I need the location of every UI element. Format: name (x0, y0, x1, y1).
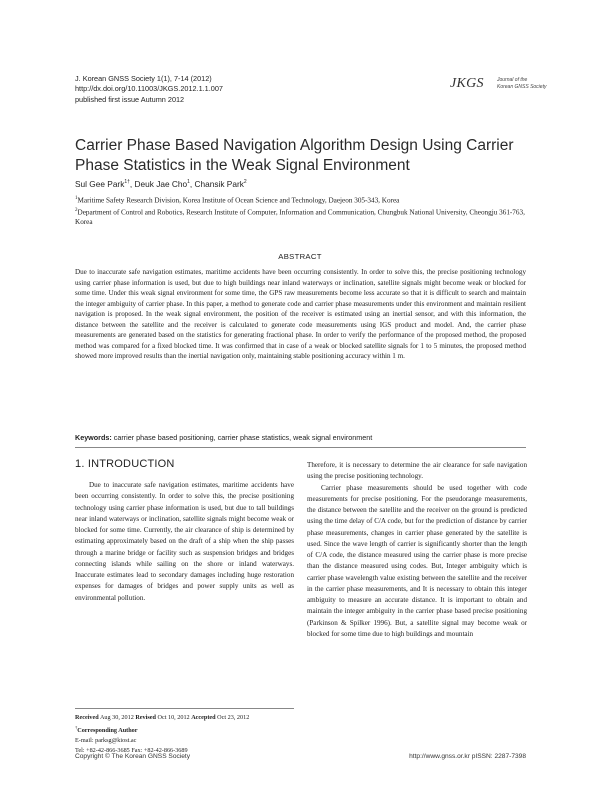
author-name: Sul Gee Park (75, 179, 125, 189)
revised-date: Oct 10, 2012 (157, 714, 190, 721)
body-column-left (75, 480, 294, 604)
correspondence-block (75, 713, 294, 756)
body-paragraph: Carrier phase measurements should be used together with code measurements for precise positioning. For the pseudorange measurements, the distance between the satellite and the receiver on the ground is predicted using the time delay of C/A code, but for the prediction of distance by carrier phase measurements, changes in carrier phase generated by the satellite is used. Since the wave length of carrier is significantly shorter than the length of C/A code, the distance measured using the carrier phase is more precise than the distance measured using codes. But, Integer ambiguity which is carrier phase wavelength value existing between the satellite and the receiver in the carrier phase measurements, and It is necessary to obtain this integer ambiguity to measure an accurate distance. It is important to obtain and maintain the integer ambiguity in the carrier phase based precise positioning (Parkinson & Spilker 1996). But, a satellite signal may become weak or blocked for some time due to high buildings and mountain (307, 483, 527, 638)
body-column-right (307, 460, 527, 640)
citation-block (75, 74, 223, 105)
affiliation-sup: 1 (75, 196, 78, 201)
keywords (75, 433, 526, 442)
abstract-text: Due to inaccurate safe navigation estimates, maritime accidents have been occurring consistently. In order to solve this, the precise positioning technology using carrier phase information is used, but due to high buildings near inland waterways or inclination, satellite signals might become weak or blocked for some time. Under this weak signal environment for some time, the GPS raw measurements become less accurate so that it is difficult to search and maintain the integer ambiguity of carrier phase. In this paper, a method to generate code and carrier phase measurements under this environment and maintain resilient navigation is proposed. In the weak signal environment, the position of the receiver is estimated using an inertial sensor, and with this information, the distance between the satellite and the receiver is calculated to generate code measurements using IGS product and model. And, the carrier phase measurements are generated based on the statistics for generating fractional phase. In order to verify the performance of the proposed method, the proposed method was compared for a fixed blocked time. It was confirmed that in case of a weak or blocked satellite signals for 1 to 5 minutes, the proposed method showed more improved results than the inertial navigation only, maintaining stable positioning accuracy within 1 m. (75, 268, 526, 361)
body-paragraph: Due to inaccurate safe navigation estimates, maritime accidents have been occurring consistently. In order to solve this, the precise positioning technology using carrier phase information is used, but due to tall buildings near inland waterways or inclination, satellite signals might become weak or blocked for some time. Currently, the air clearance of ship is determined by estimating approximately based on the draft of a ship when the ship passes through a marine bridge or facility such as suspension bridges and bridges connecting islands while sailing on the shore or inland waterways. Inaccurate estimates lead to secondary damages including huge restoration expenses for damages of bridges and power supply units as well as environmental pollution. (75, 481, 294, 602)
corresponding-label: Corresponding Author (77, 727, 138, 735)
affiliations (75, 194, 535, 227)
citation-doi[interactable]: http://dx.doi.org/10.11003/JKGS.2012.1.1.007 (75, 84, 223, 94)
footer-copyright: Copyright © The Korean GNSS Society (75, 753, 191, 760)
journal-logo (450, 74, 547, 98)
received-date: Aug 30, 2012 (99, 714, 134, 721)
body-paragraph: Therefore, it is necessary to determine the air clearance for safe navigation using the precise positioning technology. (307, 461, 527, 481)
affiliation-sup: 2 (75, 207, 78, 213)
accepted-label: Accepted (191, 714, 216, 721)
corresponding-email[interactable]: E-mail: parksg@kiost.ac (75, 737, 137, 745)
corresponding-phone: Tel: +82-42-866-3685 Fax: +82-42-866-3689 (75, 747, 188, 755)
keywords-label: Keywords: (75, 433, 112, 442)
accepted-date: Oct 23, 2012 (217, 714, 250, 721)
affiliation-item (75, 206, 535, 227)
author-name: Deuk Jae Cho (134, 179, 188, 189)
citation-published: published first issue Autumn 2012 (75, 94, 185, 104)
affiliation-item (75, 194, 535, 206)
section-heading: 1. INTRODUCTION (75, 458, 175, 470)
paper-title: Carrier Phase Based Navigation Algorithm Design Using Carrier Phase Statistics in the Weak Signal Environment (75, 137, 514, 174)
logo-sub-line1: Journal of the (497, 77, 528, 83)
logo-mark: JKGS (450, 76, 484, 91)
abstract-heading: ABSTRACT (278, 252, 322, 261)
revised-label: Revised (135, 714, 156, 721)
logo-subtitle (497, 77, 546, 90)
author-name: Chansik Park (194, 179, 244, 189)
keywords-text: carrier phase based positioning, carrier phase statistics, weak signal environment (113, 433, 373, 442)
corresponding-author (75, 723, 294, 736)
corresponding-sup: † (75, 725, 78, 731)
footer-journal[interactable]: http://www.gnss.or.kr pISSN: 2287-7398 (409, 753, 526, 760)
author-list: Sul Gee Park$^{1\dagger}$, Deuk Jae Cho$^1$, Chansik Park$^2$ (75, 179, 247, 189)
affiliation-text: Department of Control and Robotics, Research Institute of Computer, Information and Communication, Chungbuk National University, Cheongju 361-763, Korea (75, 208, 525, 226)
history-line (75, 713, 294, 723)
received-label: Received (75, 714, 99, 721)
author-sup: 2 (243, 179, 247, 186)
logo-sub-line2: Korean GNSS Society (497, 83, 547, 90)
citation-journal: J. Korean GNSS Society 1(1), 7-14 (2012) (75, 74, 212, 83)
author-sup: 1 (187, 179, 190, 186)
author-sup: 1† (124, 179, 130, 186)
footnote-divider (75, 708, 294, 709)
affiliation-text: Maritime Safety Research Division, Korea Institute of Ocean Science and Technology, Daejeon 305-343, Korea (77, 196, 400, 205)
section-divider (75, 447, 526, 448)
